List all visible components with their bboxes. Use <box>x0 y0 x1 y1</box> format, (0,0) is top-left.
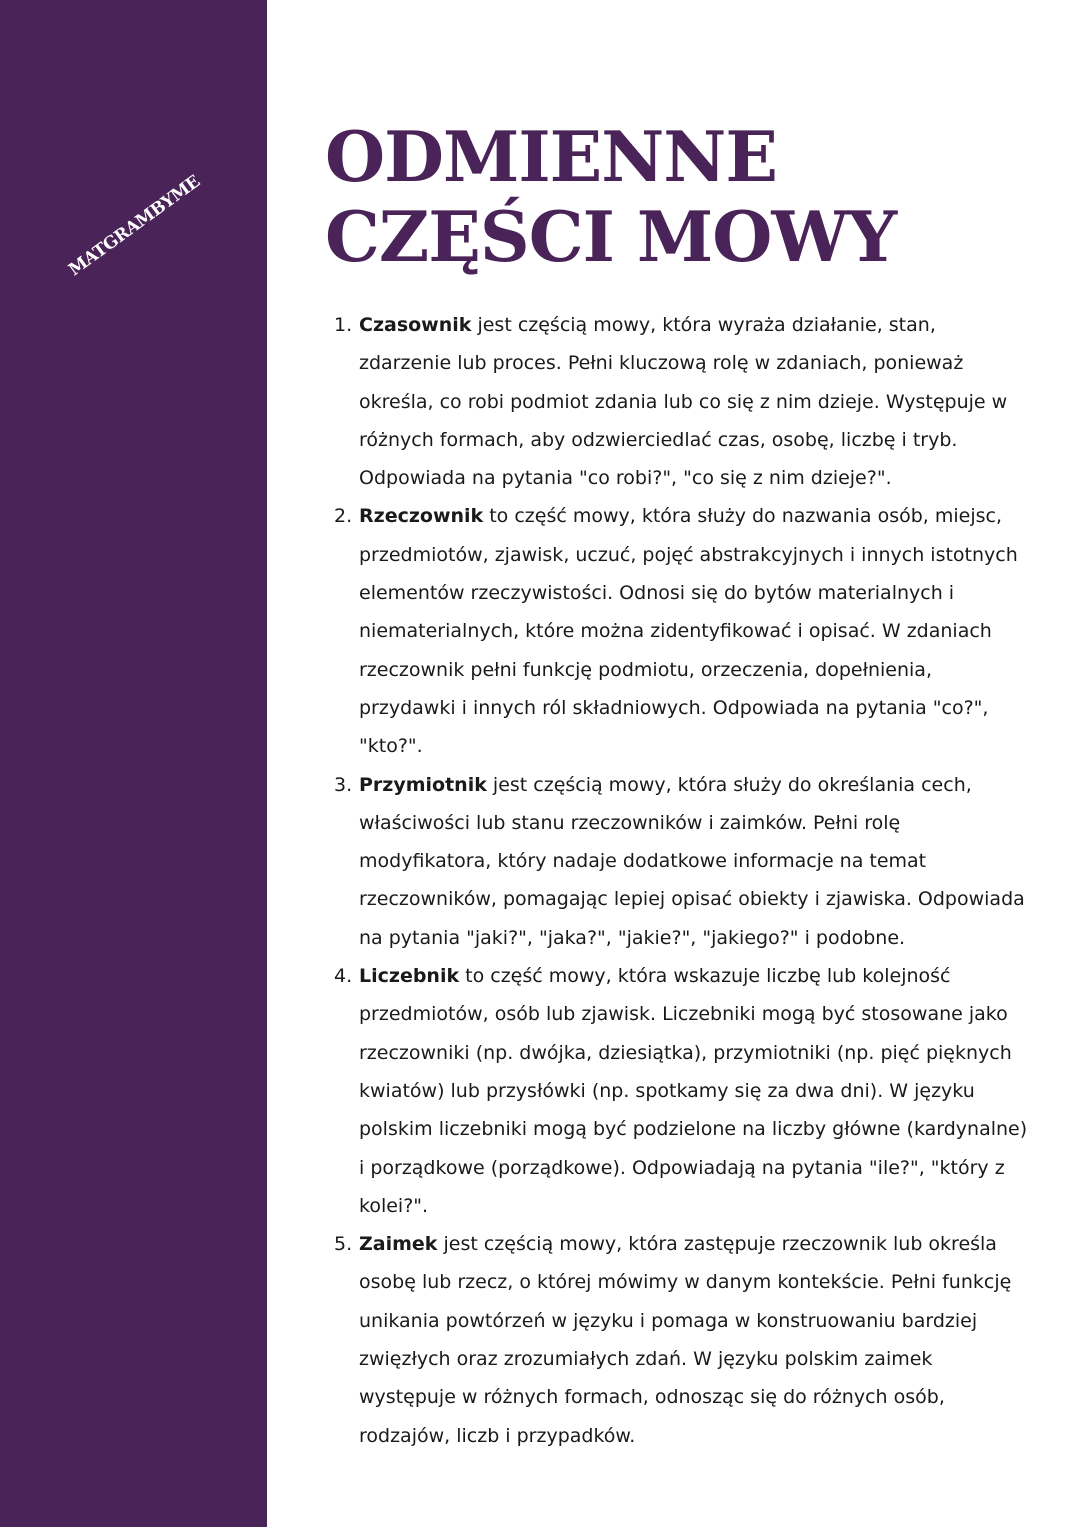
list-item-number: 5. <box>334 1233 353 1256</box>
list-item-term: Czasownik <box>359 314 472 336</box>
list-item-przymiotnik <box>334 766 1034 957</box>
list-item-text: to część mowy, która wskazuje liczbę lub kolejność przedmiotów, osób lub zjawisk. Liczebniki mogą być stosowane jako rzeczowniki (np. dwójka, dziesiątka), przymiotniki (np. pięć pięknych kwiatów) lub przysłówki (np. spotkamy się za dwa dni). W języku polskim liczebniki mogą być podzielone na liczby główne (kardynalne) i porządkowe (porządkowe). Odpowiadają na pytania "ile?", "który z kolei?". <box>359 965 1028 1217</box>
list-item-number: 3. <box>334 773 353 796</box>
list-item-number: 2. <box>334 505 353 528</box>
list-item-liczebnik <box>334 957 1034 1225</box>
page-title-line-2: CZĘŚCI MOWY <box>325 197 897 278</box>
list-item-czasownik <box>334 306 1034 497</box>
list-item-term: Przymiotnik <box>359 773 487 796</box>
list-item-rzeczownik <box>334 497 1034 765</box>
list-item-text: jest częścią mowy, która służy do określania cech, właściwości lub stanu rzeczowników i zaimków. Pełni rolę modyfikatora, który nadaje dodatkowe informacje na temat rzeczowników, pomagając lepiej opisać obiekty i zjawiska. Odpowiada na pytania "jaki?", "jaka?", "jakie?", "jakiego?" i podobne. <box>359 773 1025 949</box>
page-title-line-1: ODMIENNE <box>325 117 777 198</box>
list-item-text: jest częścią mowy, która wyraża działanie, stan, zdarzenie lub proces. Pełni kluczową rolę w zdaniach, ponieważ określa, co robi podmiot zdania lub co się z nim dzieje. Występuje w różnych formach, aby odzwierciedlać czas, osobę, liczbę i tryb. Odpowiada na pytania "co robi?", "co się z nim dzieje?". <box>359 314 1008 490</box>
parts-of-speech-list <box>334 306 1034 1455</box>
list-item-term: Rzeczownik <box>359 505 484 528</box>
sidebar <box>0 0 267 1527</box>
list-item-text: to część mowy, która służy do nazwania osób, miejsc, przedmiotów, zjawisk, uczuć, pojęć abstrakcyjnych i innych istotnych elementów rzeczywistości. Odnosi się do bytów materialnych i niematerialnych, które można zidentyfikować i opisać. W zdaniach rzeczownik pełni funkcję podmiotu, orzeczenia, dopełnienia, przydawki i innych ról składniowych. Odpowiada na pytania "co?", "kto?". <box>359 505 1018 758</box>
watermark-text: MATGRAMBYME <box>65 171 204 281</box>
page-title <box>325 118 896 278</box>
list-item-term: Zaimek <box>359 1233 438 1256</box>
list-item-number: 4. <box>334 965 353 988</box>
list-item-number: 1. <box>334 314 353 336</box>
list-item-zaimek <box>334 1225 1034 1455</box>
list-item-term: Liczebnik <box>359 965 460 988</box>
list-item-text: jest częścią mowy, która zastępuje rzeczownik lub określa osobę lub rzecz, o której mówimy w danym kontekście. Pełni funkcję unikania powtórzeń w języku i pomaga w konstruowaniu bardziej zwięzłych oraz zrozumiałych zdań. W języku polskim zaimek występuje w różnych formach, odnosząc się do różnych osób, rodzajów, liczb i przypadków. <box>359 1233 1012 1447</box>
